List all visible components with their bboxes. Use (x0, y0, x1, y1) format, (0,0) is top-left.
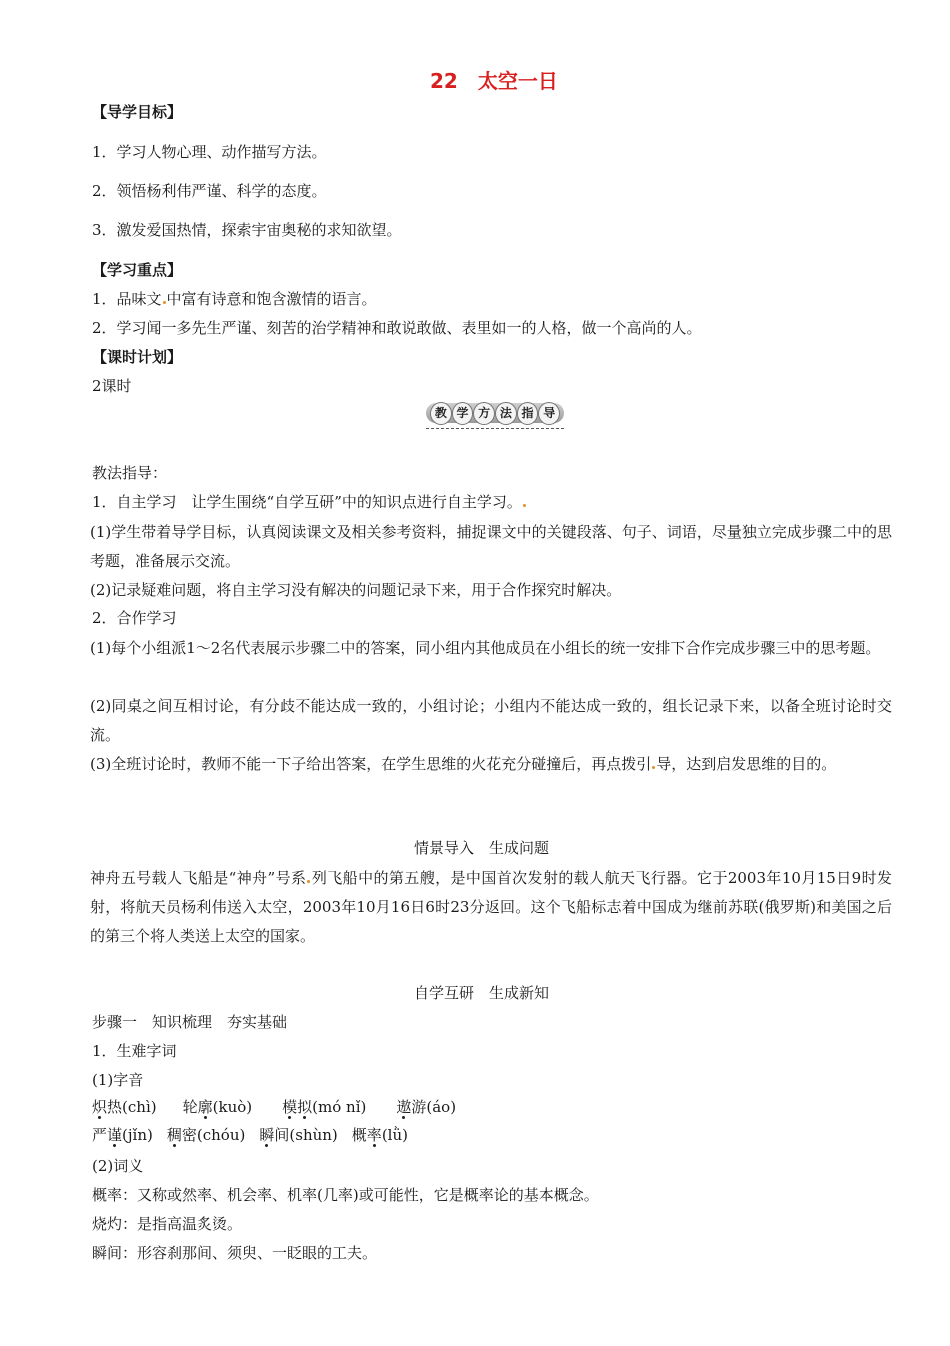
meaning-item-2: 烧灼：是指高温炙烫。 (92, 1215, 243, 1233)
lesson-number: 22 (430, 69, 458, 93)
page-title (430, 70, 558, 92)
banner-char: 法 (495, 402, 517, 425)
banner-char: 学 (452, 402, 474, 425)
step-one-heading: 步骤一 知识梳理 夯实基础 (92, 1013, 288, 1031)
mark-dot (163, 301, 166, 304)
meaning-item-3: 瞬间：形容刹那间、须臾、一眨眼的工夫。 (92, 1244, 378, 1262)
pronunciation-row-1 (92, 1096, 456, 1118)
method-s2-paragraph-2: (2)同桌之间互相讨论，有分歧不能达成一致的，小组讨论；小组内不能达成一致的，组长记录下来，以备全班讨论时交流。 (90, 697, 892, 744)
intro-paragraph: 神舟五号载人飞船是“神舟”号系 列飞船中的第五艘，是中国首次发射的载人航天飞行器。它于2003年10月15日9时发射，将航天员杨利伟送入太空，2003年10月16日6时23分返回。这个飞船标志着中国成为继前苏联(俄罗斯)和美国之后的第三个将人类送上太空的国家。 (90, 869, 892, 945)
banner-char: 方 (473, 402, 495, 425)
objective-item-2: 2．领悟杨利伟严谨、科学的态度。 (92, 182, 327, 200)
meaning-item-1: 概率：又称或然率、机会率、机率(几率)或可能性，它是概率论的基本概念。 (92, 1186, 599, 1204)
meaning-heading: (2)词义 (92, 1157, 144, 1175)
key-point-item-2: 2．学习闻一多先生严谨、刻苦的治学精神和敢说敢做、表里如一的人格，做一个高尚的人。 (92, 319, 702, 337)
vocab-word: 严谨(jǐn) (92, 1126, 153, 1144)
method-s2-paragraph-1: (1)每个小组派1～2名代表展示步骤二中的答案，同小组内其他成员在小组长的统一安排下合作完成步骤三中的思考题。 (90, 639, 881, 657)
mark-dot (307, 880, 310, 883)
vocab-word: 瞬间(shùn) (259, 1126, 338, 1144)
vocab-word: 模拟(mó nǐ) (282, 1098, 367, 1116)
key-point-item-1: 1．品味文 中富有诗意和饱含激情的语言。 (92, 290, 377, 308)
key-points-heading: 【学习重点】 (92, 261, 183, 279)
self-study-heading: 自学互研 生成新知 (414, 984, 550, 1002)
lesson-title: 太空一日 (477, 69, 558, 93)
banner-char: 教 (430, 402, 452, 425)
objective-item-3: 3．激发爱国热情，探索宇宙奥秘的求知欲望。 (92, 221, 402, 239)
method-s1-paragraph-2: (2)记录疑难问题，将自主学习没有解决的问题记录下来，用于合作探究时解决。 (90, 581, 622, 599)
method-s2-paragraph-3: (3)全班讨论时，教师不能一下子给出答案，在学生思维的火花充分碰撞后，再点拨引 导，达到启发思维的目的。 (90, 755, 837, 773)
banner-dashed-line (426, 428, 564, 429)
mark-dot (523, 504, 526, 507)
schedule-heading: 【课时计划】 (92, 348, 183, 366)
method-section-2-heading: 2．合作学习 (92, 609, 177, 627)
banner-char: 指 (517, 402, 539, 425)
mark-dot (652, 766, 655, 769)
schedule-value: 2课时 (92, 377, 132, 395)
intro-section-heading: 情景导入 生成问题 (414, 839, 550, 857)
method-guide-banner (426, 400, 564, 430)
vocab-word: 稠密(chóu) (166, 1126, 246, 1144)
pronunciation-row-2 (92, 1124, 408, 1146)
vocab-word: 概率(lǜ) (351, 1126, 408, 1144)
method-s1-paragraph-1: (1)学生带着导学目标，认真阅读课文及相关参考资料，捕捉课文中的关键段落、句子、词语，尽量独立完成步骤二中的思考题，准备展示交流。 (90, 523, 892, 570)
vocab-word: 轮廓(kuò) (182, 1098, 253, 1116)
objective-item-1: 1．学习人物心理、动作描写方法。 (92, 143, 327, 161)
vocab-word: 遨游(áo) (396, 1098, 457, 1116)
objectives-heading: 【导学目标】 (92, 103, 183, 121)
method-intro: 教法指导： (92, 464, 168, 482)
method-section-1-heading: 1．自主学习 让学生围绕“自学互研”中的知识点进行自主学习。 (92, 491, 527, 513)
vocab-word: 炽热(chì) (92, 1098, 157, 1116)
pronunciation-heading: (1)字音 (92, 1071, 144, 1089)
banner-char: 导 (538, 402, 560, 425)
vocab-heading: 1．生难字词 (92, 1042, 177, 1060)
